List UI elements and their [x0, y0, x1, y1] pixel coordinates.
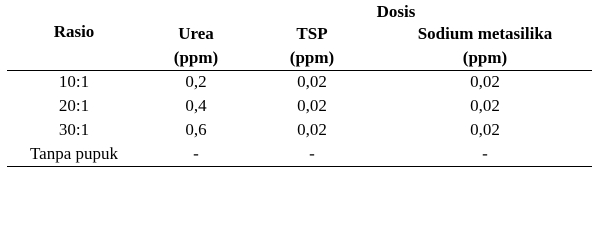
row-4-urea: - — [193, 144, 199, 163]
row-3-tsp: 0,02 — [297, 120, 327, 139]
row-3-urea: 0,6 — [185, 120, 207, 139]
row-2-sodium: 0,02 — [470, 96, 500, 115]
header-sodium-metasilika: Sodium metasilika — [417, 24, 553, 43]
row-4-rasio: Tanpa pupuk — [29, 144, 119, 163]
header-dosis: Dosis — [376, 2, 416, 21]
row-2-tsp: 0,02 — [297, 96, 327, 115]
data-table — [7, 0, 592, 168]
bottom-rule — [7, 166, 592, 167]
header-rule — [7, 70, 592, 71]
row-3-rasio: 30:1 — [58, 120, 90, 139]
header-tsp: TSP — [296, 24, 328, 43]
header-urea: Urea — [178, 24, 214, 43]
row-4-tsp: - — [309, 144, 315, 163]
header-sodium-metasilika-unit: (ppm) — [462, 48, 508, 67]
row-4-sodium: - — [482, 144, 488, 163]
row-1-sodium: 0,02 — [470, 72, 500, 91]
header-tsp-unit: (ppm) — [289, 48, 335, 67]
header-urea-unit: (ppm) — [173, 48, 219, 67]
row-1-tsp: 0,02 — [297, 72, 327, 91]
row-1-urea: 0,2 — [185, 72, 207, 91]
row-2-rasio: 20:1 — [58, 96, 90, 115]
header-rasio: Rasio — [53, 22, 95, 41]
row-3-sodium: 0,02 — [470, 120, 500, 139]
row-1-rasio: 10:1 — [58, 72, 90, 91]
row-2-urea: 0,4 — [185, 96, 207, 115]
